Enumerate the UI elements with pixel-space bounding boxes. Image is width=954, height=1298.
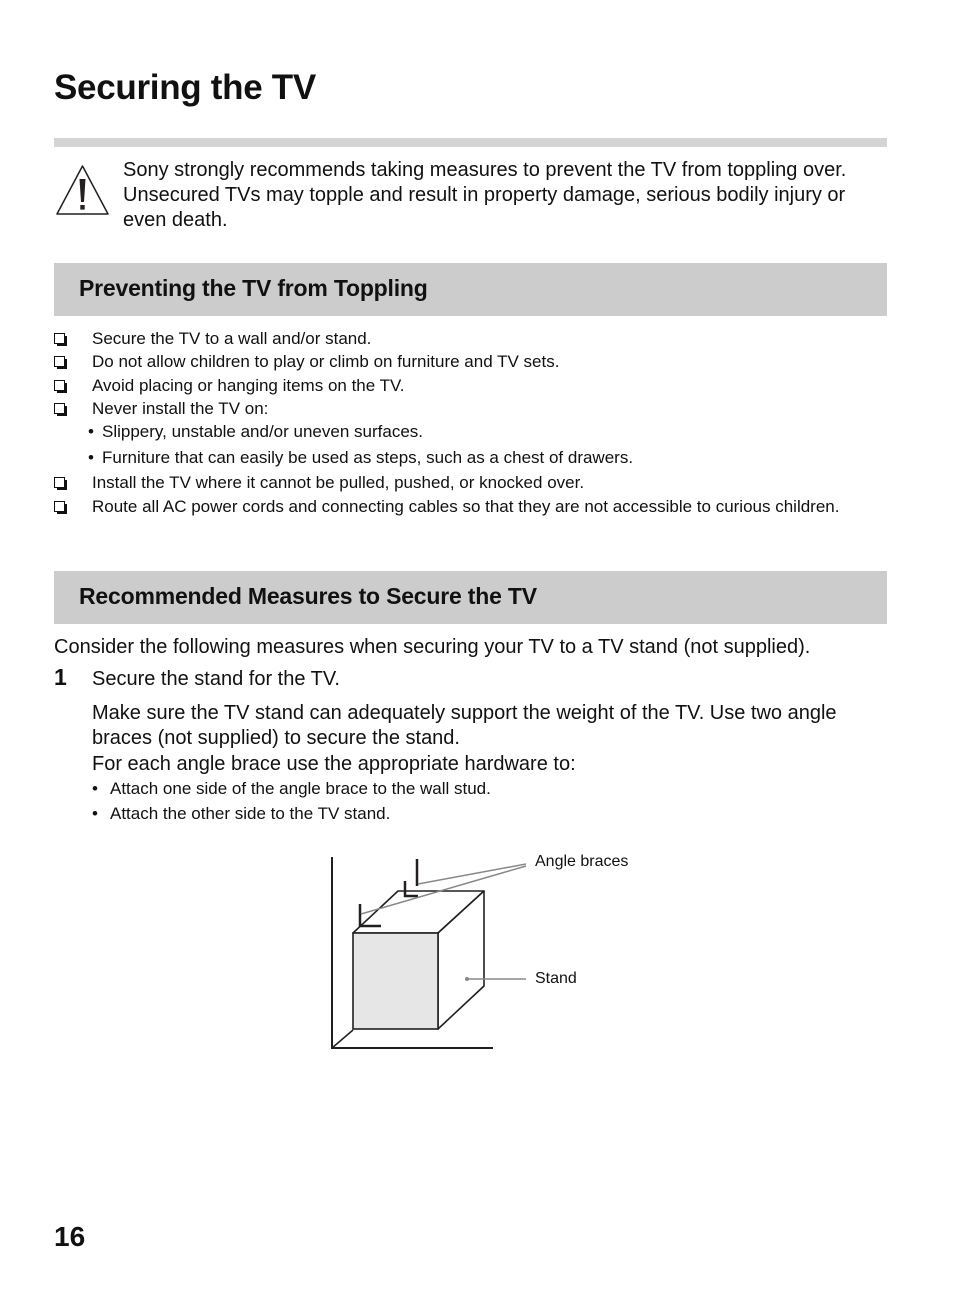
page-title: Securing the TV — [54, 68, 316, 107]
step-text: Secure the stand for the TV. — [92, 668, 340, 690]
section-heading: Preventing the TV from Toppling — [79, 275, 428, 301]
step-detail: Make sure the TV stand can adequately support the weight of the TV. Use two angle braces (not supplied) to secure the stand. — [92, 702, 837, 749]
page-number: 16 — [54, 1221, 86, 1252]
stand-label: Stand — [535, 970, 577, 987]
checkbox-icon — [54, 403, 65, 414]
warning-triangle-icon — [55, 164, 110, 216]
step-number: 1 — [54, 664, 67, 690]
stand-illustration — [320, 845, 660, 1060]
section-header-recommended-measures — [54, 571, 887, 624]
bullet-icon: • — [88, 448, 94, 467]
checkbox-icon — [54, 333, 65, 344]
section-header-preventing-toppling — [54, 263, 887, 316]
checkbox-icon — [54, 380, 65, 391]
stand-front — [353, 933, 438, 1029]
angle-braces-label: Angle braces — [535, 853, 629, 870]
floor-corner-line — [332, 1030, 353, 1048]
intro-text: Consider the following measures when securing your TV to a TV stand (not supplied). — [54, 636, 811, 658]
leader-dot — [465, 977, 469, 981]
warning-text: Sony strongly recommends taking measures to prevent the TV from toppling over. Unsecured TVs may topple and result in property damage, serious bodily injury or even death. — [123, 159, 847, 231]
checkbox-icon — [54, 501, 65, 512]
checkbox-icon — [54, 477, 65, 488]
bullet-icon: • — [92, 804, 98, 823]
section-heading: Recommended Measures to Secure the TV — [79, 583, 537, 609]
bullet-icon: • — [88, 422, 94, 441]
bullet-icon: • — [92, 779, 98, 798]
title-divider — [54, 138, 887, 147]
step-detail: For each angle brace use the appropriate hardware to: — [92, 753, 576, 775]
checkbox-icon — [54, 356, 65, 367]
